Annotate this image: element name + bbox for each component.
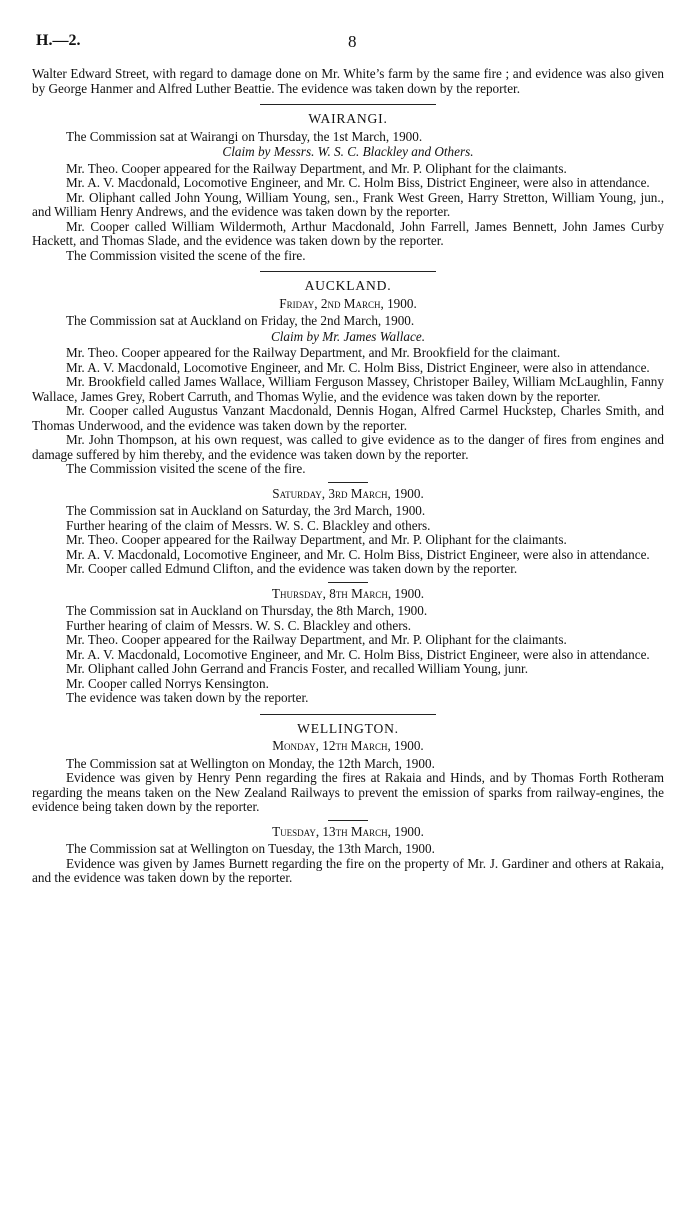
paragraph: Mr. Cooper called Norrys Kensington. bbox=[66, 675, 269, 691]
paragraph: The Commission sat in Auckland on Saturday, the 3rd March, 1900. bbox=[66, 503, 426, 518]
section-divider bbox=[260, 104, 436, 105]
paragraph: The Commission sat at Wellington on Monday, the 12th March, 1900. bbox=[66, 755, 435, 771]
section-heading-wellington: WELLINGTON. bbox=[297, 720, 399, 736]
paragraph: The Commission sat at Wairangi on Thursday, the 1st March, 1900. bbox=[66, 128, 423, 144]
paragraph: Evidence was given by James Burnett regarding the fire on the property of Mr. J. Gardiner and others at Rakaia, and the evidence was taken down by the reporter. bbox=[32, 855, 664, 885]
intro-paragraph: Walter Edward Street, with regard to damage done on Mr. White’s farm by the same fire ; and evidence was also given by George Hanmer and Alfred Luther Beattie. The evidence was taken down by the reporter. bbox=[32, 66, 664, 96]
sitting-date: Thursday, 8th March, 1900. bbox=[271, 585, 425, 601]
paragraph: Mr. Cooper called Augustus Vanzant Macdonald, Dennis Hogan, Alfred Carmel Huckstep, Charles Smith, and Thomas Underwood, and the evidence was taken down by the reporter. bbox=[32, 403, 664, 433]
page-number: 8 bbox=[348, 32, 357, 51]
paragraph: Mr. Theo. Cooper appeared for the Railway Department, and Mr. P. Oliphant for the claimants. bbox=[66, 632, 567, 647]
sitting-divider bbox=[328, 482, 368, 483]
section-divider bbox=[260, 714, 436, 715]
section-divider bbox=[260, 271, 436, 272]
paragraph: Mr. John Thompson, at his own request, was called to give evidence as to the danger of fires from engines and damage suffered by him thereby, and the evidence was taken down by the reporter. bbox=[32, 432, 664, 462]
paragraph: Further hearing of claim of Messrs. W. S. C. Blackley and others. bbox=[66, 617, 412, 633]
paragraph: Mr. Brookfield called James Wallace, William Ferguson Massey, Christoper Bailey, William McLaughlin, Fanny Wallace, James Grey, Robert Carruth, and Thomas Wylie, and the evidence was taken down by the reporter. bbox=[32, 374, 664, 404]
page-body bbox=[32, 67, 664, 886]
sitting-divider bbox=[328, 582, 368, 583]
paragraph: Mr. Theo. Cooper appeared for the Railway Department, and Mr. P. Oliphant for the claimants. bbox=[66, 532, 567, 547]
paragraph: Mr. A. V. Macdonald, Locomotive Engineer, and Mr. C. Holm Biss, District Engineer, were also in attendance. bbox=[66, 646, 650, 662]
auckland-section bbox=[32, 279, 664, 706]
paragraph: Evidence was given by Henry Penn regarding the fires at Rakaia and Hinds, and by Thomas Forth Rotheram regarding the means taken on the New Zealand Railways to prevent the emission of sparks from railway-engines, the evidence being taken down by the reporter. bbox=[32, 770, 664, 814]
paragraph: Mr. Oliphant called John Gerrand and Francis Foster, and recalled William Young, junr. bbox=[66, 661, 529, 676]
paragraph: Mr. Theo. Cooper appeared for the Railway Department, and Mr. Brookfield for the claimant. bbox=[66, 345, 561, 360]
paragraph: The Commission sat at Wellington on Tuesday, the 13th March, 1900. bbox=[66, 841, 435, 856]
paragraph: Mr. Oliphant called John Young, William Young, sen., Frank West Green, Harry Stretton, William Young, jun., and William Henry Andrews, and the evidence was taken down by the reporter. bbox=[32, 189, 664, 219]
sitting-date: Saturday, 3rd March, 1900. bbox=[272, 485, 424, 501]
paragraph: The Commission sat at Auckland on Friday, the 2nd March, 1900. bbox=[66, 313, 415, 328]
paragraph: Mr. A. V. Macdonald, Locomotive Engineer, and Mr. C. Holm Biss, District Engineer, were also in attendance. bbox=[66, 546, 650, 562]
section-heading-wairangi: WAIRANGI. bbox=[308, 111, 388, 126]
wellington-section bbox=[32, 722, 664, 886]
wairangi-section bbox=[32, 112, 664, 263]
claim-title: Claim by Messrs. W. S. C. Blackley and Others. bbox=[222, 144, 474, 159]
paragraph: Mr. Theo. Cooper appeared for the Railway Department, and Mr. P. Oliphant for the claimants. bbox=[66, 160, 567, 176]
paragraph: The Commission sat in Auckland on Thursday, the 8th March, 1900. bbox=[66, 603, 428, 618]
section-heading-auckland: AUCKLAND. bbox=[304, 278, 392, 293]
claim-title: Claim by Mr. James Wallace. bbox=[270, 328, 426, 344]
sitting-date: Friday, 2nd March, 1900. bbox=[279, 295, 417, 311]
paragraph: Mr. A. V. Macdonald, Locomotive Engineer, and Mr. C. Holm Biss, District Engineer, were also in attendance. bbox=[66, 175, 650, 190]
paragraph: The evidence was taken down by the reporter. bbox=[66, 690, 309, 705]
sitting-date: Tuesday, 13th March, 1900. bbox=[272, 823, 424, 839]
document-reference: H.—2. bbox=[36, 32, 81, 49]
paragraph: Further hearing of the claim of Messrs. W. S. C. Blackley and others. bbox=[66, 517, 431, 533]
paragraph: Mr. A. V. Macdonald, Locomotive Engineer, and Mr. C. Holm Biss, District Engineer, were also in attendance. bbox=[66, 359, 650, 375]
sitting-date: Monday, 12th March, 1900. bbox=[272, 738, 424, 753]
paragraph: The Commission visited the scene of the fire. bbox=[66, 247, 306, 263]
paragraph: Mr. Cooper called William Wildermoth, Arthur Macdonald, John Farrell, James Bennett, John James Curby Hackett, and Thomas Slade, and the evidence was taken down by the reporter. bbox=[32, 218, 664, 248]
paragraph: Mr. Cooper called Edmund Clifton, and the evidence was taken down by the reporter. bbox=[66, 561, 518, 576]
sitting-divider bbox=[328, 820, 368, 821]
paragraph: The Commission visited the scene of the fire. bbox=[66, 461, 306, 476]
